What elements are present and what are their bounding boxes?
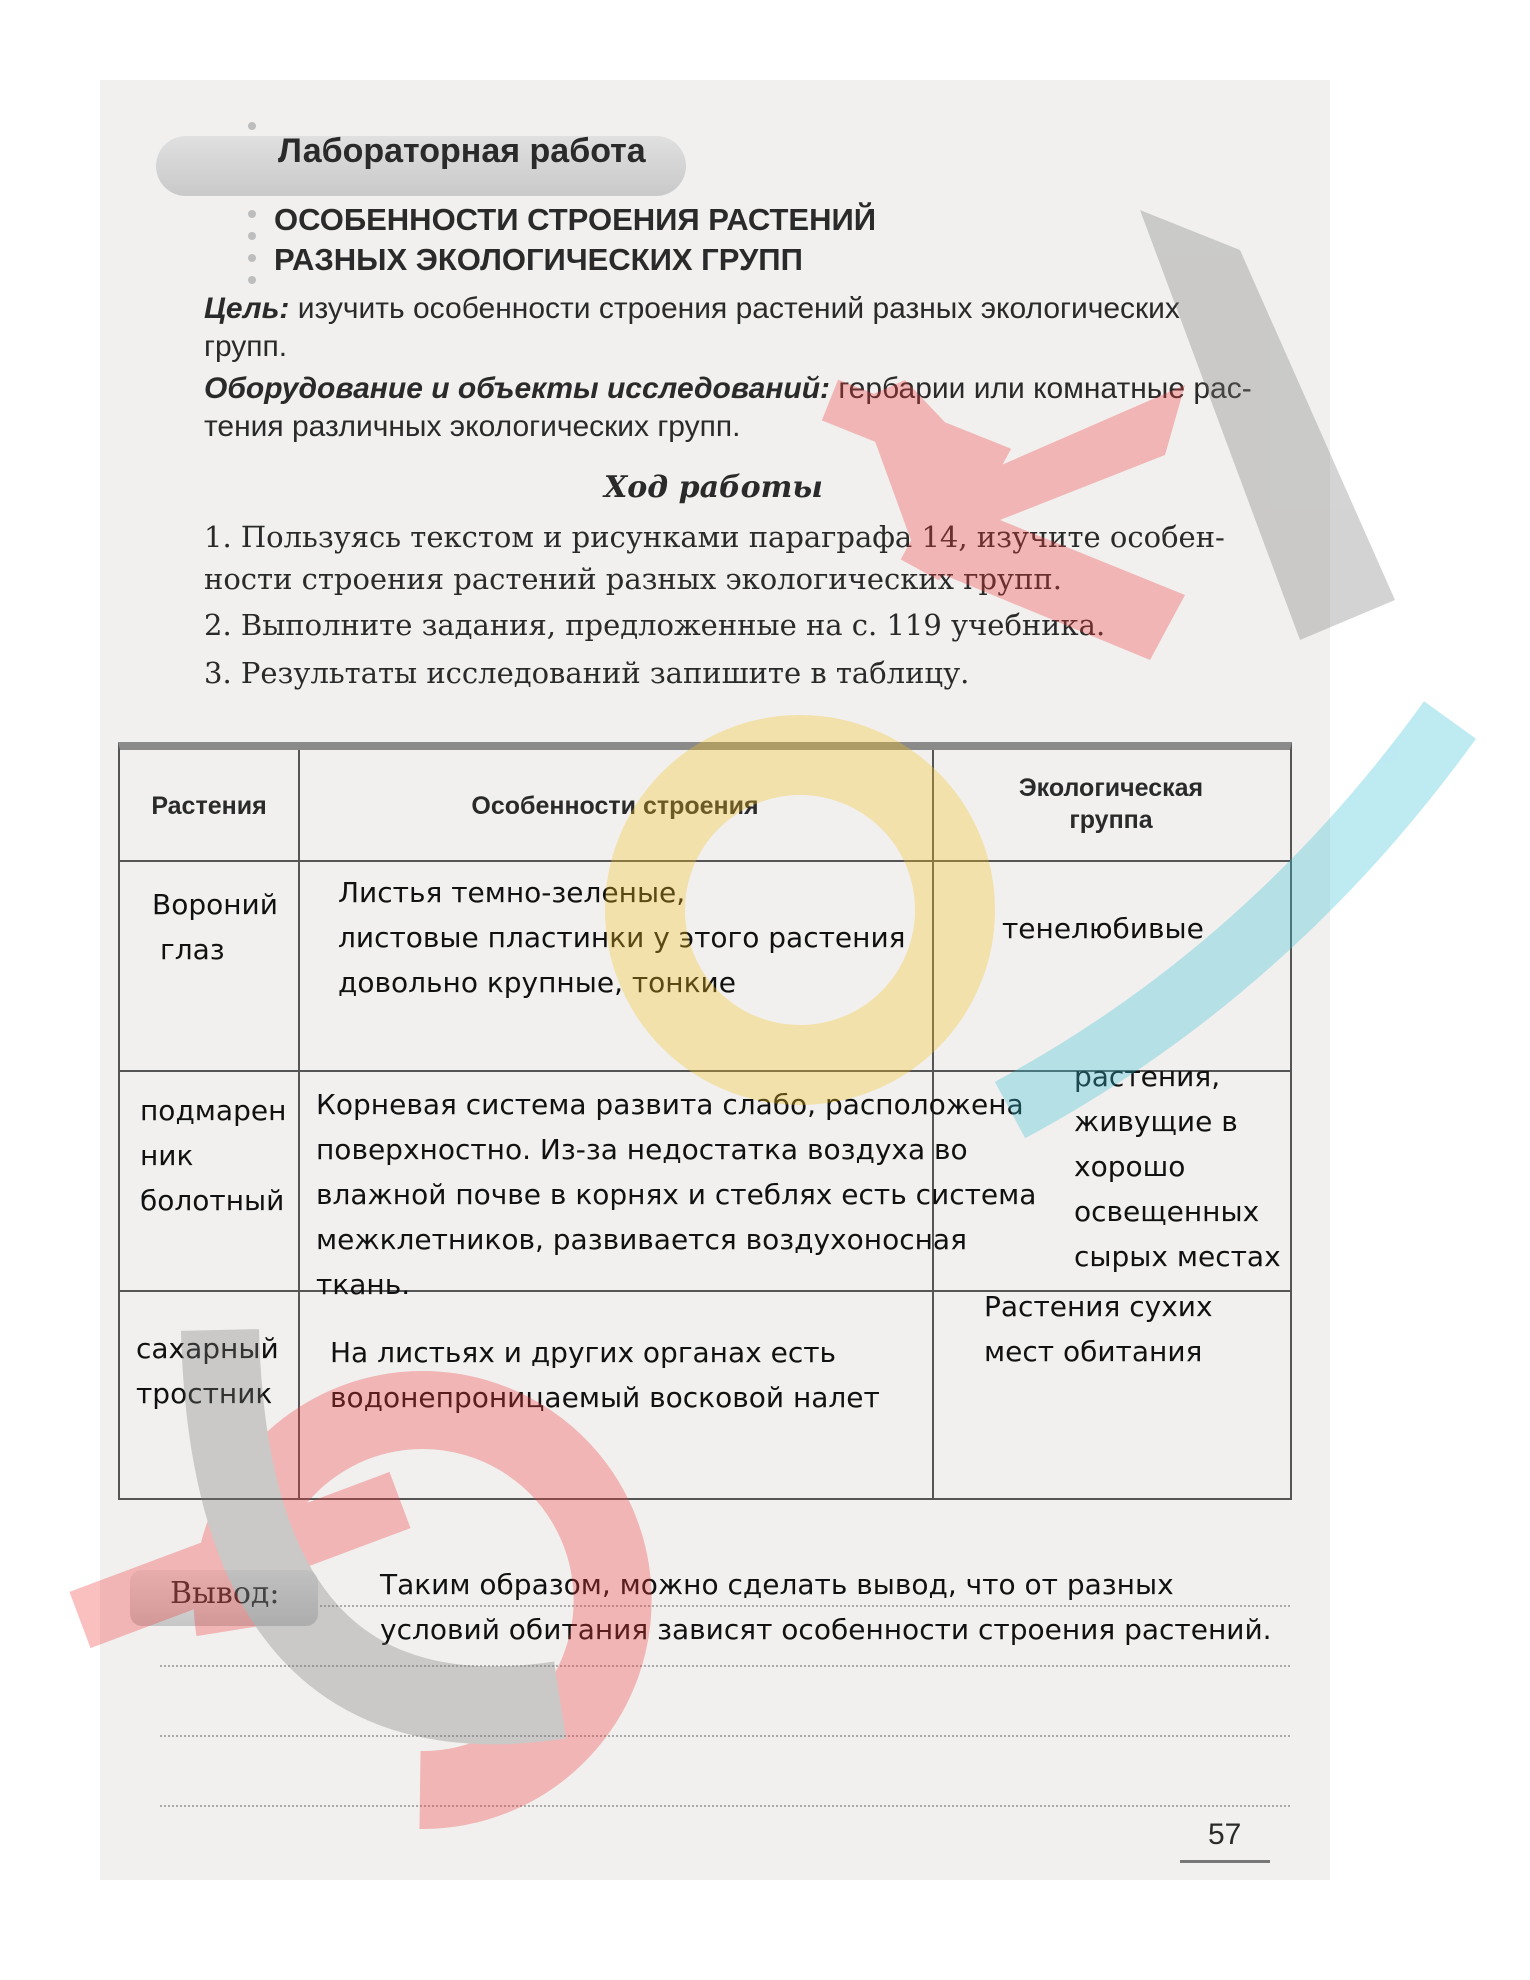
row1-group: тенелюбивые xyxy=(1002,912,1204,945)
group-line: Растения сухих xyxy=(984,1290,1213,1323)
header-group-line: Экологическая xyxy=(1018,774,1204,802)
row2-features xyxy=(316,1082,1036,1307)
page-number: 57 xyxy=(1208,1818,1242,1851)
topic-line: ОСОБЕННОСТИ СТРОЕНИЯ РАСТЕНИЙ xyxy=(274,202,877,237)
row2-plant xyxy=(140,1088,286,1223)
topic-line: РАЗНЫХ ЭКОЛОГИЧЕСКИХ ГРУПП xyxy=(274,242,803,277)
feature-line: листовые пластинки у этого растения xyxy=(338,921,906,954)
feature-line: поверхностно. Из-за недостатка воздуха во xyxy=(316,1133,968,1166)
row3-plant xyxy=(136,1326,279,1416)
group-line: живущие в xyxy=(1074,1105,1238,1138)
step-line: 2. Выполните задания, предложенные на с. 119 учебника. xyxy=(204,608,1106,642)
feature-line: влажной почве в корнях и стеблях есть система xyxy=(316,1178,1037,1211)
goal-text: изучить особенности строения растений разных экологических xyxy=(289,292,1180,325)
group-line: растения, xyxy=(1074,1060,1221,1093)
header-group-line: группа xyxy=(1069,806,1153,834)
group-line: сырых местах xyxy=(1074,1240,1281,1273)
equipment-paragraph xyxy=(204,370,1304,446)
feature-line: межклетников, развивается воздухоносная xyxy=(316,1223,967,1256)
header-group xyxy=(932,772,1290,836)
plant-line: тростник xyxy=(136,1377,273,1410)
table-divider xyxy=(120,860,1290,862)
step-line: ности строения растений разных экологических групп. xyxy=(204,562,1062,596)
step-line: 3. Результаты исследований запишите в таблицу. xyxy=(204,656,970,690)
goal-label: Цель: xyxy=(204,292,290,325)
row3-group xyxy=(984,1284,1213,1374)
group-line: хорошо xyxy=(1074,1150,1186,1183)
conclusion-label: Вывод: xyxy=(170,1576,280,1611)
plant-line: болотный xyxy=(140,1184,285,1217)
conclusion-text xyxy=(380,1562,1272,1652)
answer-line xyxy=(160,1665,1290,1667)
plant-line: подмарен xyxy=(140,1094,287,1127)
goal-paragraph xyxy=(204,290,1304,366)
feature-line: На листьях и других органах есть xyxy=(330,1336,837,1369)
equipment-label: Оборудование и объекты исследований: xyxy=(204,372,831,405)
feature-line: Листья темно-зеленые, xyxy=(338,876,686,909)
progress-title: Ход работы xyxy=(604,470,823,505)
feature-line: водонепроницаемый восковой налет xyxy=(330,1381,880,1414)
row1-features xyxy=(338,870,905,1005)
answer-line xyxy=(160,1805,1290,1807)
row2-group xyxy=(1074,1054,1281,1279)
table-divider xyxy=(298,750,300,1498)
group-line: освещенных xyxy=(1074,1195,1260,1228)
feature-line: ткань. xyxy=(316,1268,411,1301)
group-line: мест обитания xyxy=(984,1335,1203,1368)
plant-line: ник xyxy=(140,1139,194,1172)
conclusion-line: Таким образом, можно сделать вывод, что от разных xyxy=(380,1568,1174,1601)
feature-line: довольно крупные, тонкие xyxy=(338,966,736,999)
header-features: Особенности строения xyxy=(471,792,759,820)
lab-title: Лабораторная работа xyxy=(278,132,646,170)
conclusion-line: условий обитания зависят особенности строения растений. xyxy=(380,1613,1272,1646)
topic-title xyxy=(274,200,876,280)
row1-plant xyxy=(152,882,278,972)
row3-features xyxy=(330,1330,880,1420)
step-line: 1. Пользуясь текстом и рисунками параграфа 14, изучите особен- xyxy=(204,520,1225,554)
goal-text: групп. xyxy=(204,330,288,363)
page-number-underline xyxy=(1180,1860,1270,1863)
plant-line: глаз xyxy=(160,933,225,966)
header-plants: Растения xyxy=(151,792,267,820)
answer-line xyxy=(320,1605,1290,1607)
plant-line: сахарный xyxy=(136,1332,279,1365)
equipment-text: гербарии или комнатные рас- xyxy=(830,372,1252,405)
plant-line: Вороний xyxy=(152,888,278,921)
answer-line xyxy=(160,1735,1290,1737)
equipment-text: тения различных экологических групп. xyxy=(204,410,741,443)
feature-line: Корневая система развита слабо, расположена xyxy=(316,1088,1024,1121)
